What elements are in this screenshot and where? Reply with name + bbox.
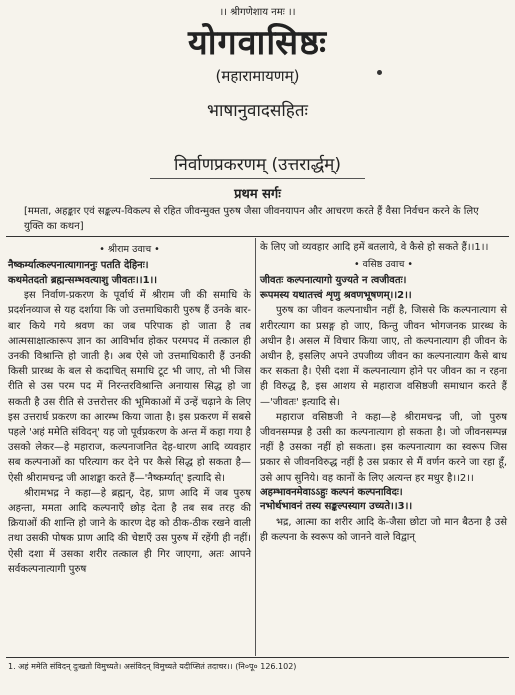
commentary-paragraph: इस निर्वाण-प्रकरण के पूर्वार्ध में श्रीराम जी की समाधि के प्रदर्शनव्याज से यह दर्शाया कि जो उत्तमाधिकारी पुरुष हैं उनके बार-बार किये गये श्रवण का जब परिपाक हो जाता है तब आत्मसाक्षात्कारूप ज्ञान का आविर्भाव होकर परमपद में तत्काल ही उनकी विश्रान्ति हो जाती है। अब ऐसे जो उत्तमाधिकारी हैं उनकी किसी प्रारब्ध के बल से कदाचित् समाधि टूट भी जाए, तो भी जिस रीति से उस परम पद में निरन्तरविश्रान्ति अनायास सिद्ध हो जा सकती है उस रीति से उत्तरोत्तर की भूमिकाओं में उन्हें चढ़ाने के लिए इस उत्तरार्ध प्रकरण का आरम्भ किया जाता है। इस प्रकरण में सबसे पहले 'अहं ममेति संविदन्' यह जो पूर्वप्रकरण के अन्त में कहा गया है उसको लेकर—हे महाराज, कल्पनाजनित देह-धारण आदि व्यवहार सब कल्पनाओं का परित्याग कर देने पर कैसे सिद्ध हो सकता है—ऐसी श्रीरामचन्द्र जी आशङ्का करते हैं—'नैष्कर्म्यात्' इत्यादि से। <box>8 290 251 484</box>
speaker-rama: • श्रीराम उवाच • <box>99 244 160 255</box>
book-title: योगवासिष्ठः <box>187 23 328 63</box>
left-column <box>8 240 251 577</box>
chapter-summary: [ममता, अहङ्कार एवं सङ्कल्प-विकल्प से रहित जीवन्मुक्त पुरुष जैसा जीवनयापन और आचरण करते हैं वैसा निर्वचन करने के लिए युक्ति का कथन] <box>24 206 479 232</box>
section-title: निर्वाणप्रकरणम् (उत्तरार्द्धम्) <box>174 155 341 175</box>
column-divider <box>255 238 256 656</box>
commentary-paragraph: पुरुष का जीवन कल्पनाधीन नहीं है, जिससे कि कल्पनात्याग से शरीरत्याग का प्रसङ्ग हो जाए, किन्तु जीवन भोगजनक प्रारब्ध के अधीन है। असल में विचार किया जाए, तो कल्पनात्याग ही जीवन के अधीन है, इसलिए अपने उपजीव्य जीवन का कल्पनात्याग कैसे बाध कर सकता है। ऐसी दशा में कल्पनात्याग होने पर जीवन का न रहना ही विरुद्ध है, इस आशय से महाराज वसिष्ठजी समाधान करते हैं—'जीवतः' इत्यादि से। <box>260 305 507 408</box>
verse-line: जीवतः कल्पनात्यागो युज्यते न त्वजीवतः। <box>260 275 407 287</box>
commentary-paragraph: श्रीरामभद्र ने कहा—हे ब्रह्मन्, देह, प्राण आदि में जब पुरुष अहन्ता, ममता आदि कल्पनाएँ छोड़ देता है तब सब तरह की क्रियाओं की शान्ति हो जाने के कारण देह को ठीक-ठीक रखने वाली तथा उसकी पोषक प्राण आदि की चेष्टाएँ उस पुरुष में रहेंगी ही नहीं। ऐसी दशा में उसका शरीर तत्काल ही गिर जाएगा, अतः आपने सर्वकल्पनात्यागी पुरुष <box>8 487 251 575</box>
continued-text: के लिए जो व्यवहार आदि हमें बतलाये, वे कैसे हो सकते हैं।।1।। <box>260 242 489 253</box>
invocation-line: ।। श्रीगणेशाय नमः ।। <box>219 7 296 18</box>
footnote: 1. अहं ममेति संविदन् दुःखतो विमुच्यते। असंविदन् विमुच्यते यदीप्सितं तदाचर।। (नि०पू० 126.102) <box>8 662 297 671</box>
verse-line: कथमेतदतो ब्रह्मन्सम्भवत्याशु जीवतः।।1।। <box>8 274 158 286</box>
speaker-vasishtha: • वसिष्ठ उवाच • <box>353 259 413 271</box>
book-subtitle: (महारामायणम्) <box>215 67 300 85</box>
verse-line: नभोर्थभावनं तस्य सङ्कल्पस्याग उच्यते।।3।। <box>260 501 413 513</box>
commentary-paragraph: महाराज वसिष्ठजी ने कहा—हे श्रीरामचन्द्र जी, जो पुरुष जीवनसम्पन्न है उसी का कल्पनात्याग हो सकता है। जो जीवनसम्पन्न नहीं है उसका नहीं हो सकता। इस कल्पनात्याग का स्वरूप जिस प्रकार से जीवनविरुद्ध नहीं है उस प्रकार से मैं वर्णन करने जा रहा हूँ, उसे आप सुनिये। वह कानों के लिए अत्यन्त हर मधुर है।।2।। <box>260 411 507 484</box>
verse-line: नैष्कर्म्यात्कल्पनात्यागाननुः पतति देहिनः। <box>8 260 149 272</box>
commentary-paragraph: भद्र, आत्मा का शरीर आदि के-जैसा छोटा जो मान बैठना है उसे ही कल्पना के स्वरूप को जानने वाले विद्वान् <box>260 516 507 544</box>
verse-line: रूपमस्य यथातत्त्वं शृणु श्रवणभूषणम्।।2।। <box>260 289 412 301</box>
verse-line: अहम्भावनमेवाऽऽहुः कल्पनं कल्पनाविदः। <box>260 486 403 498</box>
chapter-title: प्रथम सर्गः <box>234 187 281 202</box>
right-column <box>260 240 507 545</box>
footnote-rule <box>6 657 509 658</box>
translation-note: भाषानुवादसहितः <box>207 101 308 121</box>
header-divider <box>6 236 509 237</box>
title-rule <box>150 178 365 179</box>
